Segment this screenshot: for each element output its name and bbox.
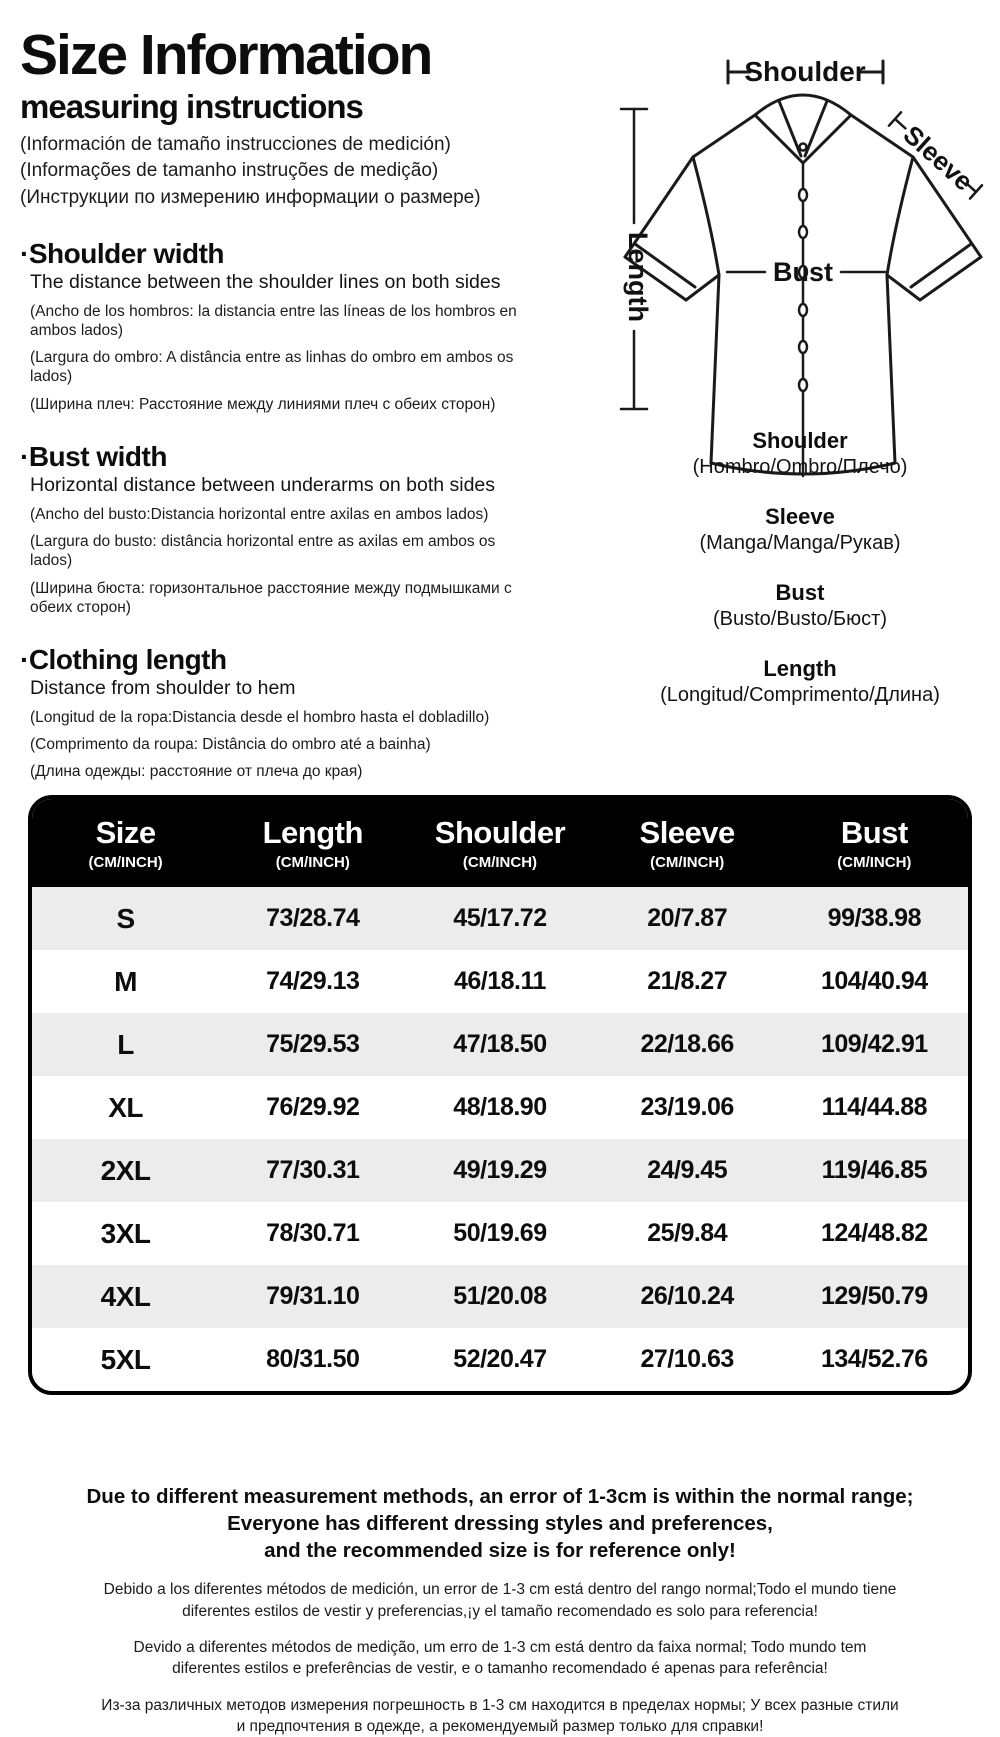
column-label: Bust	[840, 815, 908, 850]
column-header-bust	[781, 815, 968, 871]
measurement-disclaimer-ru	[0, 1695, 1000, 1737]
section-translation-ru: (Ширина плеч: Расстояние между линиями плеч с обеих сторон)	[30, 395, 496, 413]
cell-bust: 109/42.91	[820, 1030, 928, 1058]
section-translation-pt: (Largura do busto: distância horizontal entre as axilas em ambos os lados)	[30, 533, 496, 570]
sleeve-left-under	[686, 275, 719, 300]
cell-size: S	[116, 902, 135, 934]
section-shoulder-width	[20, 238, 545, 414]
table-row	[32, 1076, 968, 1139]
section-translation-ru: (Длина одежды: расстояние от плеча до края)	[30, 763, 363, 781]
button	[799, 189, 807, 201]
column-label: Size	[95, 815, 156, 850]
column-unit: (CM/INCH)	[88, 854, 163, 871]
legend-term: Length	[763, 656, 837, 681]
cell-length: 74/29.13	[266, 967, 360, 995]
page-subtitle: measuring instructions	[20, 88, 363, 126]
cell-size: M	[114, 965, 137, 997]
disclaimer-line: Debido a los diferentes métodos de medición, un error de 1-3 cm está dentro del rango normal;Todo el mundo tiene	[103, 1581, 897, 1599]
page-title: Size Information	[20, 23, 432, 87]
legend-term: Sleeve	[765, 504, 835, 529]
disclaimer-line: Из-за различных методов измерения погрешность в 1-3 см находится в пределах нормы; У всех разные стили	[101, 1696, 899, 1714]
cell-shoulder: 51/20.08	[453, 1282, 547, 1310]
column-label: Length	[262, 815, 363, 850]
cell-shoulder: 46/18.11	[454, 967, 546, 995]
button	[799, 341, 807, 353]
cell-bust: 114/44.88	[821, 1093, 928, 1121]
cell-sleeve: 20/7.87	[647, 904, 728, 932]
cell-length: 76/29.92	[266, 1093, 360, 1121]
instructions-column	[20, 23, 545, 782]
disclaimer-line: Devido a diferentes métodos de medição, um erro de 1-3 cm está dentro da faixa normal; Todo mundo tem	[133, 1638, 867, 1656]
column-unit: (CM/INCH)	[650, 854, 725, 871]
legend-translation: (Manga/Manga/Рукав)	[699, 532, 901, 554]
section-translation-es: (Ancho del busto:Distancia horizontal entre axilas en ambos lados)	[30, 505, 489, 523]
size-table	[28, 795, 972, 1395]
title-translation-pt: (Informações de tamanho instruções de medição)	[20, 160, 439, 182]
measurement-disclaimer-es	[0, 1579, 1000, 1622]
disclaimer-line: Due to different measurement methods, an error of 1-3cm is within the normal range;	[86, 1485, 914, 1508]
table-row	[32, 887, 968, 950]
bullet-dot: ·	[20, 237, 29, 269]
legend-term: Bust	[775, 580, 825, 605]
button	[799, 304, 807, 316]
legend-length	[580, 656, 1000, 707]
disclaimer-line: diferentes estilos de vestir y preferencias,¡y el tamaño recomendado es solo para referencia!	[182, 1602, 818, 1620]
table-row	[32, 1139, 968, 1202]
shoulder-annotation: Shoulder	[744, 56, 866, 87]
collar-inner-right	[805, 101, 827, 156]
column-label: Sleeve	[639, 815, 735, 850]
legend-bust	[580, 580, 1000, 631]
table-row	[32, 950, 968, 1013]
section-bust-width	[20, 441, 545, 617]
cuff-right-inner	[911, 244, 971, 287]
cell-sleeve: 21/8.27	[647, 967, 728, 995]
collar-button	[800, 144, 807, 151]
column-header-size	[32, 815, 219, 871]
section-translation-ru: (Ширина бюста: горизонтальное расстояние между подмышками с обеих сторон)	[30, 579, 512, 616]
table-row	[32, 1013, 968, 1076]
cell-bust: 129/50.79	[820, 1282, 928, 1310]
measurement-legend	[580, 428, 1000, 732]
measurement-disclaimer-en	[0, 1483, 1000, 1564]
footer-notes	[0, 1483, 1000, 1737]
cell-size: L	[117, 1028, 134, 1060]
length-annotation: Length	[623, 232, 653, 322]
section-translation-es: (Longitud de la ropa:Distancia desde el hombro hasta el dobladillo)	[30, 708, 490, 726]
sleeve-dash-end	[967, 184, 976, 192]
bullet-dot: ·	[20, 643, 29, 675]
cell-bust: 99/38.98	[827, 904, 921, 932]
disclaimer-line: Everyone has different dressing styles and preferences,	[227, 1512, 773, 1536]
legend-translation: (Busto/Busto/Бюст)	[712, 608, 887, 630]
bust-annotation: Bust	[773, 257, 833, 287]
cell-shoulder: 52/20.47	[453, 1345, 547, 1373]
section-title: Clothing length	[28, 643, 227, 675]
table-row	[32, 1328, 968, 1391]
cell-length: 77/30.31	[266, 1156, 360, 1184]
title-translation-es: (Información de tamaño instrucciones de medición)	[20, 134, 451, 156]
column-header-sleeve	[594, 815, 781, 871]
section-clothing-length	[20, 644, 545, 782]
disclaimer-line: и предпочтения в одежде, а рекомендуемый размер только для справки!	[236, 1718, 764, 1736]
cuff-right-outer	[920, 257, 981, 300]
disclaimer-line: diferentes estilos e preferências de vestir, e o tamanho recomendado é apenas para referência!	[172, 1660, 828, 1678]
column-header-shoulder	[406, 815, 593, 871]
cell-length: 75/29.53	[266, 1030, 360, 1058]
cell-shoulder: 49/19.29	[453, 1156, 547, 1184]
title-translation-ru: (Инструкции по измерению информации о размере)	[20, 186, 481, 208]
table-row	[32, 1265, 968, 1328]
armhole-right	[887, 157, 913, 275]
table-row	[32, 1202, 968, 1265]
section-description: The distance between the shoulder lines on both sides	[30, 270, 501, 293]
legend-translation: (Longitud/Comprimento/Длина)	[660, 684, 940, 706]
cell-shoulder: 48/18.90	[453, 1093, 547, 1121]
cell-length: 80/31.50	[266, 1345, 360, 1373]
cell-shoulder: 50/19.69	[453, 1219, 547, 1247]
measurement-disclaimer-pt	[0, 1637, 1000, 1680]
section-translation-pt: (Largura do ombro: A distância entre as linhas do ombro em ambos os lados)	[30, 349, 514, 386]
button	[799, 379, 807, 391]
cell-shoulder: 47/18.50	[453, 1030, 547, 1058]
button	[799, 226, 807, 238]
cell-length: 79/31.10	[266, 1282, 360, 1310]
section-title: Bust width	[28, 440, 167, 472]
cell-bust: 104/40.94	[820, 967, 928, 995]
legend-sleeve	[580, 504, 1000, 555]
cell-bust: 134/52.76	[820, 1345, 928, 1373]
column-unit: (CM/INCH)	[837, 854, 912, 871]
legend-translation: (Hombro/Ombro/Плечо)	[692, 456, 908, 478]
cell-sleeve: 27/10.63	[640, 1345, 734, 1373]
cell-sleeve: 26/10.24	[640, 1282, 734, 1310]
section-title: Shoulder width	[28, 237, 225, 269]
section-translation-es: (Ancho de los hombros: la distancia entre las líneas de los hombros en ambos lados)	[30, 302, 517, 339]
shirt-measurement-diagram-icon	[543, 35, 993, 480]
cell-bust: 119/46.85	[821, 1156, 928, 1184]
column-unit: (CM/INCH)	[462, 854, 538, 871]
cell-sleeve: 25/9.84	[647, 1219, 728, 1247]
cell-size: 4XL	[100, 1280, 151, 1312]
cell-length: 73/28.74	[266, 904, 360, 932]
collar-inner-left	[779, 101, 801, 156]
section-description: Horizontal distance between underarms on both sides	[30, 473, 496, 496]
cell-size: 2XL	[100, 1154, 151, 1186]
cell-sleeve: 22/18.66	[640, 1030, 734, 1058]
sleeve-dash-start	[896, 120, 905, 128]
disclaimer-line: and the recommended size is for reference only!	[264, 1539, 736, 1563]
section-description: Distance from shoulder to hem	[30, 676, 296, 699]
cell-size: XL	[108, 1091, 143, 1123]
cell-shoulder: 45/17.72	[453, 904, 547, 932]
cell-size: 3XL	[100, 1217, 151, 1249]
cell-sleeve: 24/9.45	[647, 1156, 728, 1184]
cell-length: 78/30.71	[266, 1219, 360, 1247]
title-translations	[20, 132, 545, 211]
cell-bust: 124/48.82	[820, 1219, 928, 1247]
sleeve-right-under	[887, 275, 920, 300]
collar-outline	[755, 95, 851, 115]
column-header-length	[219, 815, 406, 871]
section-translation-pt: (Comprimento da roupa: Distância do ombro até a bainha)	[30, 736, 431, 754]
armhole-left	[693, 157, 719, 275]
column-unit: (CM/INCH)	[275, 854, 350, 871]
legend-term: Shoulder	[752, 428, 848, 453]
bullet-dot: ·	[20, 440, 29, 472]
column-label: Shoulder	[434, 815, 566, 850]
sleeve-annotation: Sleeve	[897, 119, 979, 197]
legend-shoulder	[580, 428, 1000, 479]
size-table-header	[32, 799, 968, 887]
cell-size: 5XL	[100, 1343, 151, 1375]
cell-sleeve: 23/19.06	[640, 1093, 734, 1121]
